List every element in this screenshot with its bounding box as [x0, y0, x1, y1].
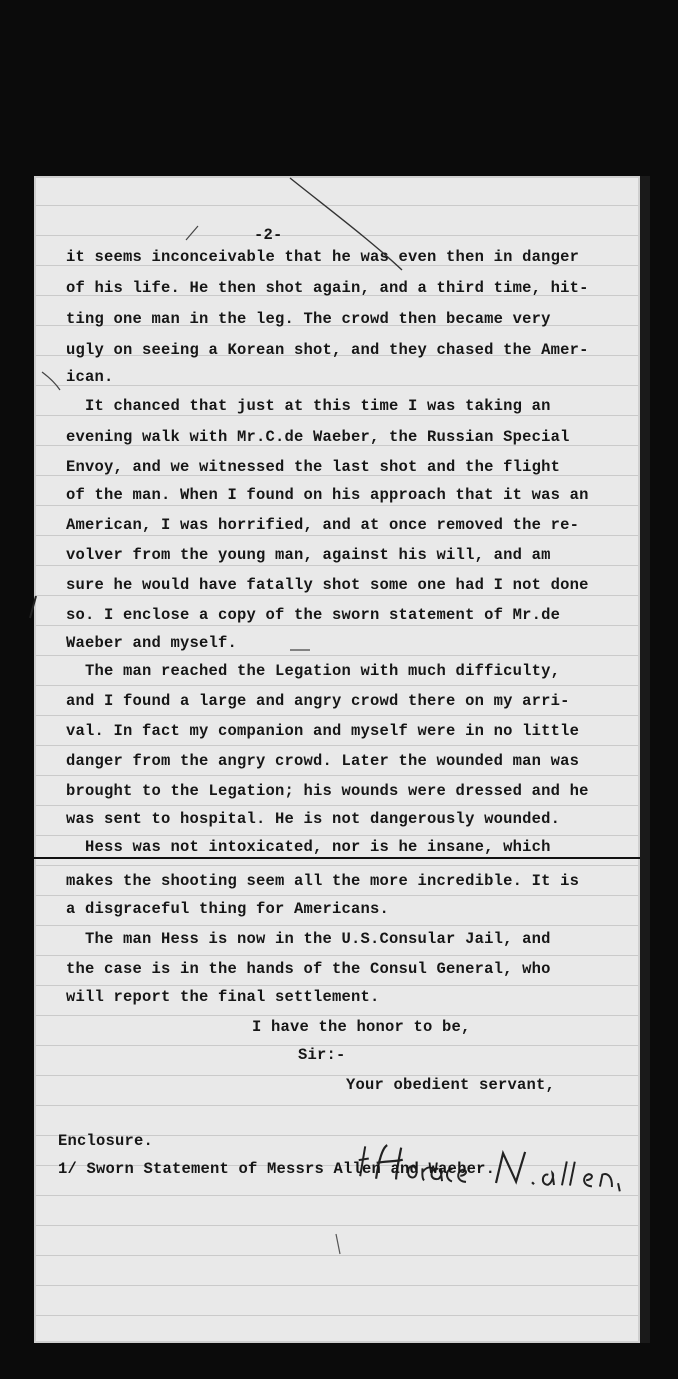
body-line: makes the shooting seem all the more incredible. It is	[66, 872, 580, 890]
body-line: val. In fact my companion and myself were in no little	[66, 722, 580, 740]
body-line: The man reached the Legation with much difficulty,	[66, 662, 561, 680]
body-line: Hess was not intoxicated, nor is he insane, which	[66, 838, 551, 856]
body-line: ting one man in the leg. The crowd then became very	[66, 310, 551, 328]
closing-salutation: Sir:-	[298, 1046, 346, 1064]
body-line: brought to the Legation; his wounds were dressed and he	[66, 782, 589, 800]
body-line: It chanced that just at this time I was taking an	[66, 397, 551, 415]
body-line: of the man. When I found on his approach that it was an	[66, 486, 589, 504]
body-line: American, I was horrified, and at once removed the re-	[66, 516, 580, 534]
closing-servant: Your obedient servant,	[346, 1076, 556, 1094]
body-line: Envoy, and we witnessed the last shot and the flight	[66, 458, 561, 476]
body-line: sure he would have fatally shot some one had I not done	[66, 576, 589, 594]
body-line: volver from the young man, against his will, and am	[66, 546, 551, 564]
page-number: -2-	[254, 226, 283, 244]
body-line: of his life. He then shot again, and a third time, hit-	[66, 279, 589, 297]
body-line: ican.	[66, 368, 114, 386]
body-line: evening walk with Mr.C.de Waeber, the Russian Special	[66, 428, 570, 446]
body-line: so. I enclose a copy of the sworn statement of Mr.de	[66, 606, 561, 624]
closing-honor: I have the honor to be,	[252, 1018, 471, 1036]
body-line: was sent to hospital. He is not dangerously wounded.	[66, 810, 561, 828]
body-line: the case is in the hands of the Consul General, who	[66, 960, 551, 978]
body-line: ugly on seeing a Korean shot, and they chased the Amer-	[66, 341, 589, 359]
body-line: danger from the angry crowd. Later the wounded man was	[66, 752, 580, 770]
body-line: it seems inconceivable that he was even then in danger	[66, 248, 580, 266]
horizontal-strike-line	[34, 857, 640, 859]
handwritten-signature	[336, 1102, 658, 1206]
enclosure-item: 1/ Sworn Statement of Messrs Allen and Waeber.	[58, 1160, 496, 1178]
body-line: and I found a large and angry crowd there on my arri-	[66, 692, 570, 710]
body-line: a disgraceful thing for Americans.	[66, 900, 390, 918]
body-line: The man Hess is now in the U.S.Consular Jail, and	[66, 930, 551, 948]
body-line: will report the final settlement.	[66, 988, 380, 1006]
enclosure-label: Enclosure.	[58, 1132, 154, 1150]
body-line: Waeber and myself.	[66, 634, 238, 652]
